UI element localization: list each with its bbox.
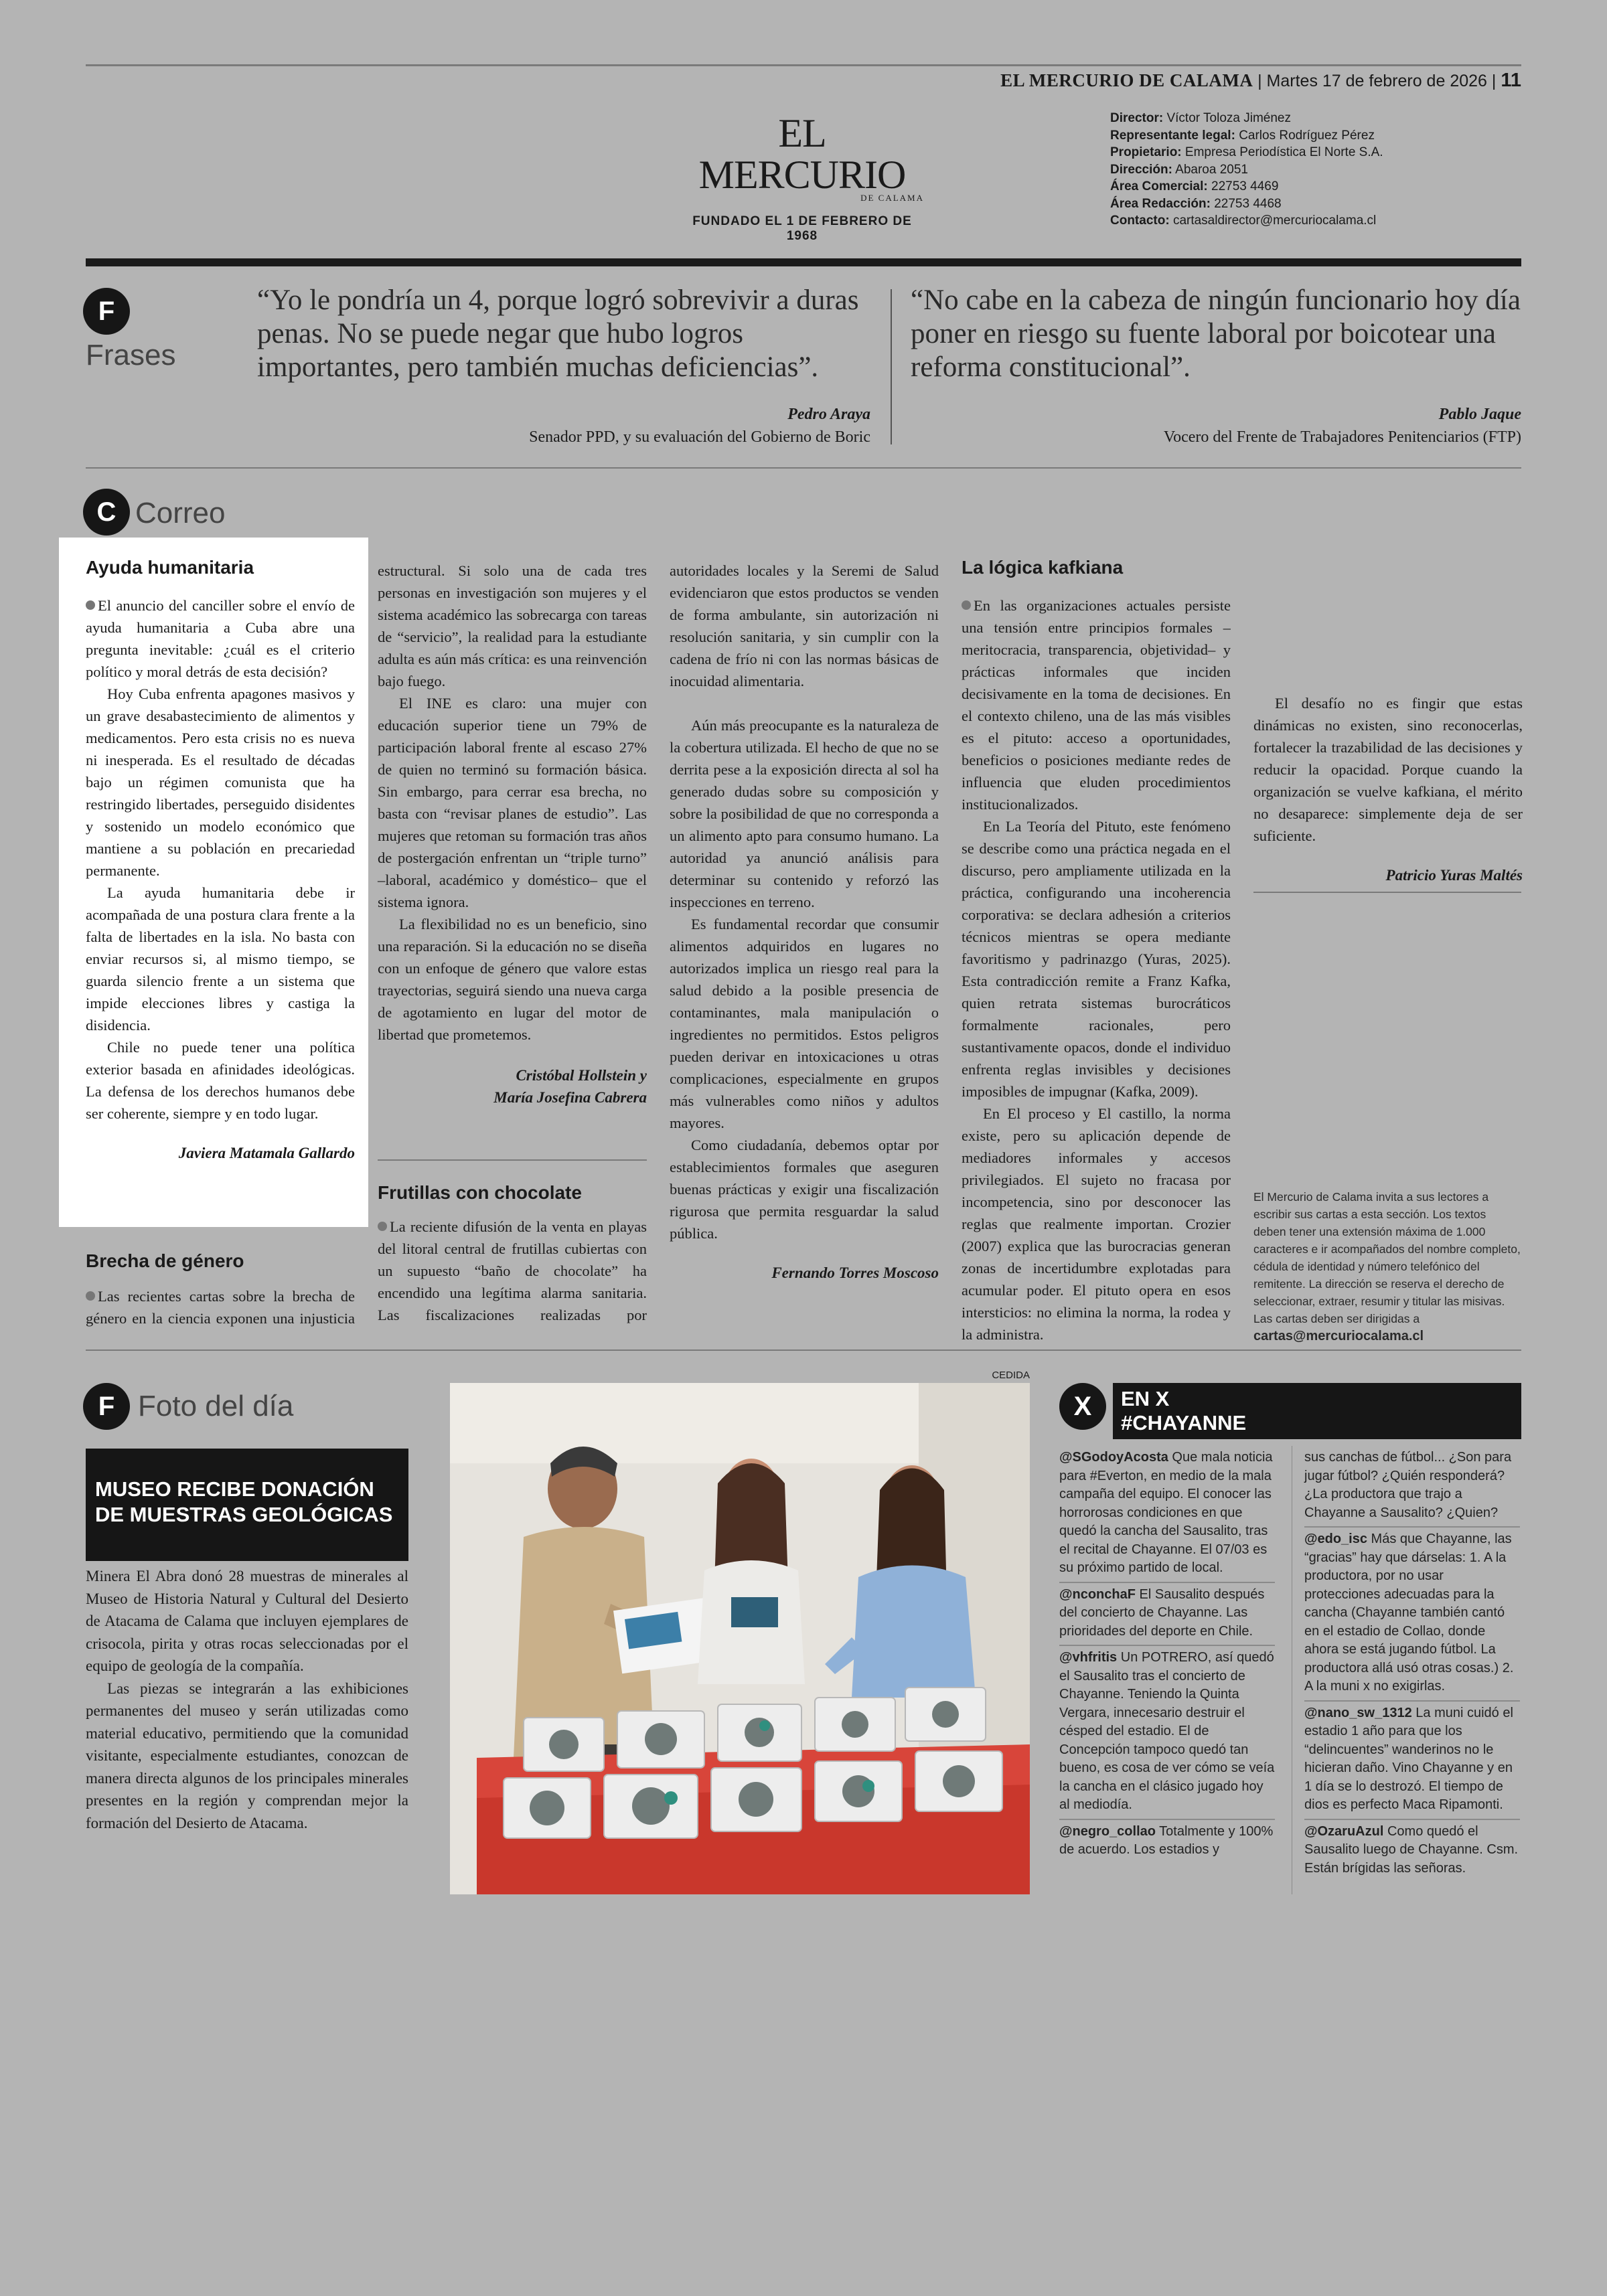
paragraph: En La Teoría del Pituto, este fenómeno se describe como una práctica negada en el discurso, pero ampliamente utilizada en la práctica, configurando una incoherencia corporativa: se declara adhesión a criterios técnicos mientras se opera mediante favoritismo y padrinazgo (Yuras, 2025). Esta contradicción remite a Franz Kafka, quien retrata sistemas burocráticos formalmente racionales, pero sustantivamente opacos, donde el individuo enfrenta reglas invisibles y decisiones imposibles de impugnar (Kafka, 2009). xyxy=(962,818,1231,1100)
column-clip xyxy=(962,594,1231,1345)
tweet-handle[interactable]: @negro_collao xyxy=(1059,1823,1156,1839)
tweet-text: Como quedó el Sausalito luego de Chayanne. Csm. Están brígidas las señoras. xyxy=(1304,1823,1519,1876)
masthead xyxy=(1110,110,1512,230)
tweet xyxy=(1304,1702,1520,1820)
founded-line: FUNDADO EL 1 DE FEBRERO DE 1968 xyxy=(692,214,912,243)
masthead-label: Dirección: xyxy=(1110,162,1172,177)
masthead-row xyxy=(1110,212,1512,230)
paragraph: En El proceso y El castillo, la norma existe, pero su aplicación depende de mediadores informales y accesos privilegiados. El sujeto no fracasa por incompetencia, sino por desconocer las reglas que realmente importan. Crozier (2007) explica que las burocracias generan zonas de incertidumbre explotadas para acumular poder. El pituto opera en esos intersticios: no elimina la norma, la rodea y la administra. xyxy=(962,1105,1231,1343)
photo-museum-donation xyxy=(450,1383,1030,1894)
letter-brecha-genero-cont xyxy=(378,560,647,1109)
tweet-text: sus canchas de fútbol... ¿Son para jugar fútbol? ¿Quién responderá? ¿La productora que trajo a Chayanne a Sausalito? ¿Quien? xyxy=(1304,1450,1512,1520)
tweet xyxy=(1304,1820,1520,1882)
masthead-row xyxy=(1110,161,1512,179)
tweet xyxy=(1304,1528,1520,1702)
correo-badge-icon: C xyxy=(83,489,130,536)
paragraph: Las recientes cartas sobre la brecha de género en la ciencia exponen una injusticia xyxy=(86,1288,355,1327)
tweet-text: Un POTRERO, así quedó el Sausalito tras el concierto de Chayanne. Teniendo la Quinta Vergara, innecesario destruir el césped del estadio. El de Concepción tampoco quedó tan bueno, es cosa de ver cómo se veía la cancha en el clásico jugado hoy al mediodía. xyxy=(1059,1650,1275,1812)
letter-headline: Frutillas con chocolate xyxy=(378,1182,582,1203)
notice-text: El Mercurio de Calama invita a sus lectores a escribir sus cartas a esta sección. Los textos deben tener una extensión máxima de 1.000 caracteres e ir acompañados del nombre completo, cédula de identidad y número telefónico del remitente. La dirección se reserva el derecho de seleccionar, extraer, resumir y titular las misivas. Las cartas deben ser dirigidas a xyxy=(1253,1190,1521,1325)
frases-badge-icon: F xyxy=(83,288,130,335)
photo-illustration xyxy=(450,1383,1030,1894)
letter-signature: Patricio Yuras Maltés xyxy=(1385,867,1523,884)
quote-role: Senador PPD, y su evaluación del Gobierno de Boric xyxy=(529,428,870,446)
quote-author: Pablo Jaque xyxy=(1438,406,1521,423)
paper-name: EL MERCURIO DE CALAMA xyxy=(1000,70,1253,90)
letter-headline: Brecha de género xyxy=(86,1250,244,1271)
tweet xyxy=(1059,1646,1275,1820)
tweet xyxy=(1059,1446,1275,1583)
masthead-value: 22753 4469 xyxy=(1211,179,1279,193)
letters-notice xyxy=(1253,1188,1521,1345)
tweet xyxy=(1059,1583,1275,1647)
photo-credit: CEDIDA xyxy=(992,1370,1030,1381)
paragraph: Es fundamental recordar que consumir alimentos adquiridos en lugares no autorizados implica un riesgo real para la salud debido a la posible presencia de contaminantes, mala manipulación o ingredientes no permitidos. Estos peligros pueden derivar en intoxicaciones u otras complicaciones, especialmente en grupos más vulnerables como niños y adultos mayores. xyxy=(670,916,939,1131)
masthead-value: Carlos Rodríguez Pérez xyxy=(1239,128,1375,143)
tweet-handle[interactable]: @nconchaF xyxy=(1059,1586,1136,1602)
paragraph: Como ciudadanía, debemos optar por establecimientos formales que aseguren buenas prácticas y exigir una fiscalización rigurosa que permita resguardar la salud pública. xyxy=(670,1137,939,1242)
masthead-row xyxy=(1110,144,1512,161)
letter-signature: Fernando Torres Moscoso xyxy=(771,1264,939,1281)
tweet-text: Que mala noticia para #Everton, en medio de la mala campaña del equipo. El conocer las horrorosas condiciones en que quedó la cancha del Sausalito, tras el recital de Chayanne. El 07/03 es su próximo partido de local. xyxy=(1059,1450,1273,1575)
masthead-label: Propietario: xyxy=(1110,145,1182,159)
paragraph-continuation xyxy=(670,560,939,714)
quote-role: Vocero del Frente de Trabajadores Penitenciarios (FTP) xyxy=(1163,428,1521,446)
tweets-column xyxy=(1059,1446,1275,1864)
letter-frutillas-start xyxy=(378,1181,647,1326)
section-rule xyxy=(86,467,1521,469)
paragraph: Minera El Abra donó 28 muestras de minerales al Museo de Historia Natural y Cultural del Desierto de Atacama de Calama que incluyen ejemplares de crisocola, pirita y otras rocas seleccionadas por el equipo de geología de la compañía. xyxy=(86,1568,408,1674)
photo-caption xyxy=(86,1565,408,1834)
photo-headline: MUSEO RECIBE DONACIÓN xyxy=(95,1477,374,1501)
masthead-value: Empresa Periodística El Norte S.A. xyxy=(1184,145,1383,159)
paragraph-clip xyxy=(86,1285,355,1329)
tweet-text: Totalmente y 100% de acuerdo. Los estadios y xyxy=(1059,1823,1274,1857)
issue-date: Martes 17 de febrero de 2026 xyxy=(1266,72,1487,90)
tweet-handle[interactable]: @vhfritis xyxy=(1059,1650,1118,1665)
letter-headline: Ayuda humanitaria xyxy=(86,557,254,578)
photo-headline: DE MUESTRAS GEOLÓGICAS xyxy=(95,1503,393,1526)
paragraph: autoridades locales y la Seremi de Salud evidenciaron que estos productos se venden de forma ambulante, sin autorización ni resolución sanitaria, y sin cumplir con la cadena de frío ni con las normas básicas de inocuidad alimentaria. xyxy=(670,560,939,692)
paragraph: La ayuda humanitaria debe ir acompañada de una postura clara frente a la falta de libertades en la isla. No basta con enviar recursos si, al mismo tiempo, se guarda silencio frente a un sistema que impide elecciones libres y castiga la disidencia. xyxy=(86,884,355,1034)
paragraph-continuation xyxy=(378,560,647,692)
paragraph-continuation xyxy=(1253,560,1523,692)
masthead-row xyxy=(1110,110,1512,127)
masthead-value[interactable]: cartasaldirector@mercuriocalama.cl xyxy=(1172,214,1377,228)
masthead-label: Área Comercial: xyxy=(1110,179,1208,193)
paragraph: estructural. Si solo una de cada tres personas en investigación son mujeres y el sistema académico las sobrecarga con tareas de “servicio”, la realidad para la estudiante adulta es aún más crítica: es una reinvención bajo fuego. xyxy=(378,560,647,692)
tweet-text: La muni cuidó el estadio 1 año para que los “delincuentes” wanderinos no le hicieran daño. Vino Chayanne y en 1 día se lo destrozó. El tiempo de dios es perfecto Maca Ripamonti. xyxy=(1304,1705,1513,1812)
logo-main: EL MERCURIO xyxy=(698,111,906,197)
bullet-dot-icon xyxy=(962,600,971,610)
quote-text: “No cabe en la cabeza de ningún funcionario hoy día poner en riesgo su fuente laboral por boicotear una reforma constitucional”. xyxy=(911,284,1521,383)
masthead-label: Contacto: xyxy=(1110,214,1170,228)
masthead-label: Director: xyxy=(1110,111,1164,125)
separator: | xyxy=(1486,72,1501,90)
tweet xyxy=(1304,1446,1520,1528)
masthead-label: Área Redacción: xyxy=(1110,196,1211,211)
paragraph: Chile no puede tener una política exterior basada en afinidades ideológicas. La defensa de los derechos humanos debe ser coherente, siempre y en todo lugar. xyxy=(86,1039,355,1122)
correo-section-title: Correo xyxy=(135,497,226,529)
enx-hashtag: #CHAYANNE xyxy=(1121,1411,1247,1434)
foto-section-title: Foto del día xyxy=(138,1390,294,1422)
masthead-value: 22753 4468 xyxy=(1214,196,1282,211)
quote-author: Pedro Araya xyxy=(787,406,870,423)
enx-title: EN X xyxy=(1121,1387,1170,1410)
tweet-handle[interactable]: @OzaruAzul xyxy=(1304,1823,1384,1839)
letter-kafkiana-cont xyxy=(1253,560,1523,886)
tweet-text: Más que Chayanne, las “gracias” hay que dárselas: 1. A la productora, por no usar protecciones adecuadas para la cancha (Chayanne también cantó en el estadio de Collao, donde ahora se está jugando fútbol. La productora allá usó otras cosas.) 2. A la muni x no exigirlas. xyxy=(1304,1532,1514,1694)
tweets-column xyxy=(1304,1446,1520,1882)
letter-headline: La lógica kafkiana xyxy=(962,557,1124,578)
photo-headline-box xyxy=(86,1449,408,1561)
quote-text: “Yo le pondría un 4, porque logró sobrevivir a duras penas. No se puede negar que hubo logros importantes, pero también muchas deficiencias”. xyxy=(257,284,859,383)
paragraph: Aún más preocupante es la naturaleza de la cobertura utilizada. El hecho de que no se derrita pese a la exposición directa al sol ha generado dudas sobre su composición y sobre la posibilidad de que no corresponda a un alimento apto para consumo humano. La autoridad ya anunció análisis para determinar su contenido y reforzó las inspecciones en terreno. xyxy=(670,717,939,910)
letter-kafkiana xyxy=(962,556,1231,1345)
top-rule xyxy=(86,64,1521,66)
masthead-label: Representante legal: xyxy=(1110,128,1235,143)
page-number: 11 xyxy=(1501,70,1521,91)
tweet-handle[interactable]: @SGodoyAcosta xyxy=(1059,1450,1168,1465)
bullet-dot-icon xyxy=(86,600,95,610)
paragraph: El INE es claro: una mujer con educación superior tiene un 79% de participación laboral frente al escaso 27% de quien no terminó su formación básica. Sin embargo, para cerrar esa brecha, no basta con “revisar planes de estudio”. Las mujeres que retoman su formación tras años de postergación enfrentan un “triple turno” –laboral, académico y doméstico– que el sistema ignora. xyxy=(378,695,647,910)
tweet-text: El Sausalito después del concierto de Chayanne. Las prioridades del deporte en Chile. xyxy=(1059,1586,1265,1639)
separator: | xyxy=(1257,72,1267,90)
paragraph: Hoy Cuba enfrenta apagones masivos y un grave desabastecimiento de alimentos y medicamentos. Pero esta crisis no es nueva ni inesperada. Es el resultado de décadas bajo un régimen comunista que ha restringido libertades, perseguido disidentes y sostenido un modelo económico que mantiene a su población en precariedad permanente. xyxy=(86,685,355,879)
letter-signature: Javiera Matamala Gallardo xyxy=(178,1145,355,1161)
letter-divider xyxy=(1253,892,1521,893)
letter-signature: María Josefina Cabrera xyxy=(493,1089,647,1106)
enx-header xyxy=(1113,1383,1521,1439)
foto-badge-icon: F xyxy=(83,1383,130,1430)
notice-email[interactable]: cartas@mercuriocalama.cl xyxy=(1253,1329,1424,1343)
letter-divider xyxy=(378,1159,647,1161)
letter-signature: Cristóbal Hollstein y xyxy=(516,1067,647,1084)
masthead-value: Víctor Toloza Jiménez xyxy=(1166,111,1291,125)
bullet-dot-icon xyxy=(378,1222,387,1231)
letter-frutillas-cont xyxy=(670,560,939,1284)
paragraph-clip xyxy=(378,1216,647,1326)
paragraph: La reciente difusión de la venta en playas del litoral central de frutillas cubiertas con un supuesto “baño de chocolate” ha encendido una legítima alarma sanitaria. Las fiscalizaciones realizadas por xyxy=(378,1218,647,1323)
page-header-info xyxy=(804,70,1521,92)
letter-ayuda-humanitaria xyxy=(86,556,355,1164)
newspaper-logo xyxy=(675,112,929,244)
masthead-value: Abaroa 2051 xyxy=(1175,162,1248,177)
masthead-row xyxy=(1110,127,1512,145)
quote-divider xyxy=(891,289,892,444)
paragraph: Las piezas se integrarán a las exhibiciones permanentes del museo y serán utilizadas como material educativo, permitiendo que la comunidad visitante, especialmente estudiantes, conozcan de manera directa algunos de los principales minerales presentes en la región y comprendan mejor la formación del Desierto de Atacama. xyxy=(86,1679,408,1831)
letter-brecha-genero-start xyxy=(86,1249,355,1329)
paragraph: El desafío no es fingir que estas dinámicas no existen, sino reconocerlas, fortalecer la trazabilidad de las decisiones y reducir la opacidad. Porque cuando la organización se vuelve kafkiana, el mérito no desaparece: simplemente deja de ser suficiente. xyxy=(1253,695,1523,844)
paragraph: En las organizaciones actuales persiste una tensión entre principios formales –meritocracia, transparencia, objetividad– y prácticas informales que inciden decisivamente en la toma de decisiones. En el contexto chileno, una de las más visibles es el pituto: acceso a oportunidades, beneficios o posiciones mediante redes de influencia que eluden procedimientos institucionalizados. xyxy=(962,597,1231,813)
bullet-dot-icon xyxy=(86,1291,95,1301)
paragraph: La flexibilidad no es un beneficio, sino una reparación. Si la educación no se diseña con un enfoque de género que valore estas trayectorias, seguirá siendo una nueva carga de agotamiento en lugar del motor de libertad que prometemos. xyxy=(378,916,647,1043)
tweet xyxy=(1059,1820,1275,1864)
section-rule xyxy=(86,1349,1521,1351)
tweet-handle[interactable]: @nano_sw_1312 xyxy=(1304,1705,1412,1720)
tweet-handle[interactable]: @edo_isc xyxy=(1304,1532,1367,1546)
masthead-row xyxy=(1110,195,1512,213)
logo-sub: DE CALAMA xyxy=(860,193,924,203)
frases-section-title: Frases xyxy=(86,339,176,372)
paragraph: El anuncio del canciller sobre el envío de ayuda humanitaria a Cuba abre una pregunta inevitable: ¿cuál es el criterio político y moral detrás de esta decisión? xyxy=(86,597,355,680)
x-badge-icon: X xyxy=(1059,1383,1106,1430)
masthead-row xyxy=(1110,178,1512,195)
header-thick-bar xyxy=(86,258,1521,266)
